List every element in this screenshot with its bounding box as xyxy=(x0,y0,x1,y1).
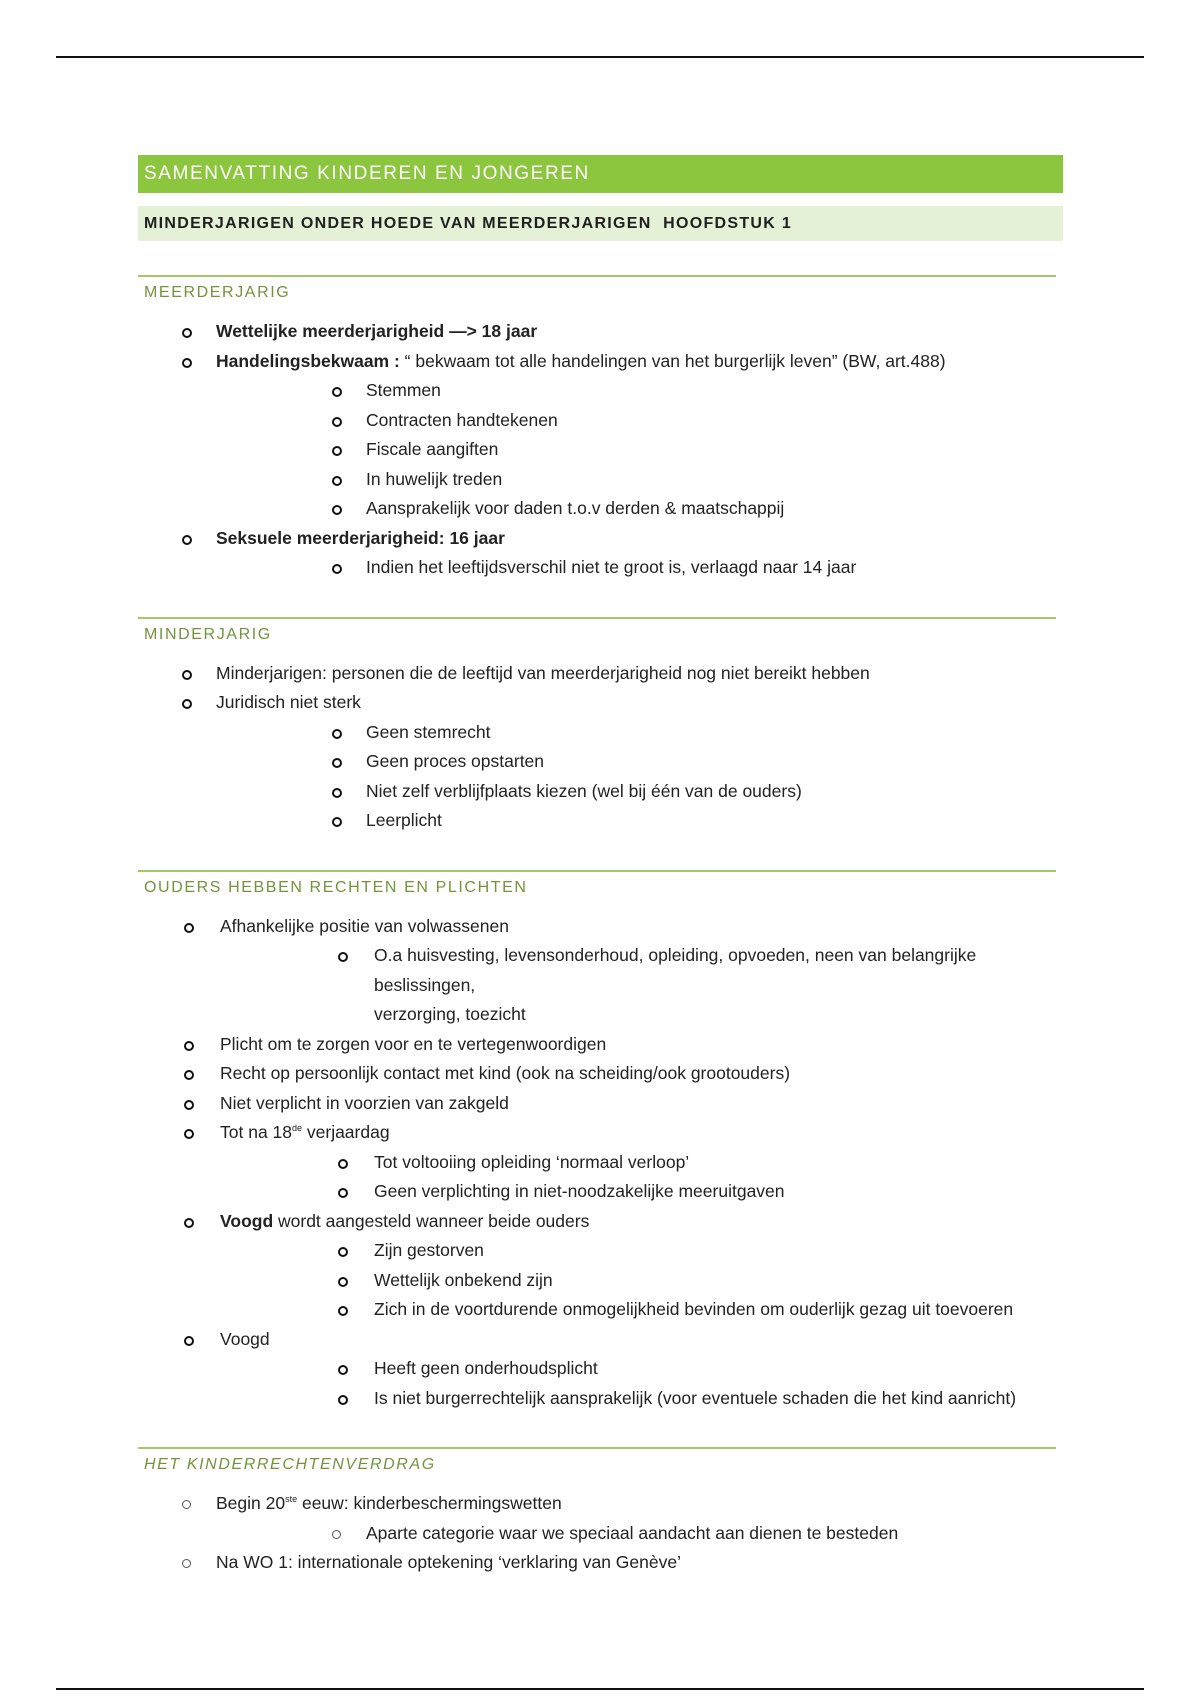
bullet-circle-icon xyxy=(332,817,342,827)
list-item-text: Leerplicht xyxy=(366,810,442,830)
bullet-circle-icon xyxy=(338,1247,348,1257)
bullet-circle-icon xyxy=(184,1129,194,1139)
bullet-circle-icon xyxy=(184,1336,194,1346)
section-meerderjarig xyxy=(138,275,1063,583)
bullet-circle-icon xyxy=(332,788,342,798)
list-item-text: Heeft geen onderhoudsplicht xyxy=(374,1358,598,1378)
list-item-text: Voogd xyxy=(220,1328,270,1349)
sub-list-item xyxy=(220,1266,1063,1296)
list-item xyxy=(138,1548,1063,1578)
list-item xyxy=(138,1325,1063,1414)
bullet-circle-icon xyxy=(338,1395,348,1405)
list-item xyxy=(138,1030,1063,1060)
bullet-circle-icon xyxy=(332,387,342,397)
bullet-circle-icon xyxy=(184,923,194,933)
list-item xyxy=(138,659,1063,689)
bullet-circle-icon xyxy=(182,358,192,368)
sub-list-item xyxy=(216,553,1063,583)
list-item xyxy=(138,317,1063,347)
bullet-circle-icon xyxy=(182,699,192,709)
list-item-text: Niet verplicht in voorzien van zakgeld xyxy=(220,1092,509,1113)
list-item-text: O.a huisvesting, levensonderhoud, opleiding, opvoeden, neen van belangrijke beslissingen, xyxy=(374,945,977,995)
list-item-text: Stemmen xyxy=(366,380,441,400)
bullet-circle-icon xyxy=(184,1041,194,1051)
sub-list-item xyxy=(216,406,1063,436)
document-subtitle: MINDERJARIGEN ONDER HOEDE VAN MEERDERJARIGEN HOOFDSTUK 1 xyxy=(138,206,1063,241)
list-item-text: Seksuele meerderjarigheid: 16 jaar xyxy=(216,527,505,548)
sub-list-item xyxy=(216,1519,1063,1549)
sub-list-item xyxy=(220,941,1063,1030)
bullet-circle-icon xyxy=(182,1500,191,1509)
sub-list-item xyxy=(216,718,1063,748)
sub-list-item xyxy=(216,806,1063,836)
bullet-circle-icon xyxy=(338,1306,348,1316)
list-item-text: Geen verplichting in niet-noodzakelijke meeruitgaven xyxy=(374,1181,785,1201)
list-item xyxy=(138,1089,1063,1119)
document-body xyxy=(138,155,1063,1578)
page-bottom-rule xyxy=(56,1688,1144,1690)
list-item-text: eeuw: kinderbeschermingswetten xyxy=(297,1493,562,1513)
list-item-text: Aparte categorie waar we speciaal aandacht aan dienen te besteden xyxy=(366,1522,899,1543)
bullet-list xyxy=(138,317,1063,583)
list-item-text: Afhankelijke positie van volwassenen xyxy=(220,915,509,936)
sub-list-item xyxy=(216,465,1063,495)
list-item-text: Minderjarigen: personen die de leeftijd van meerderjarigheid nog niet bereikt hebben xyxy=(216,662,870,683)
bullet-list xyxy=(138,912,1063,1414)
sub-list-item xyxy=(220,1384,1063,1414)
section-divider xyxy=(138,617,1056,619)
section-heading: HET KINDERRECHTENVERDRAG xyxy=(144,1456,436,1473)
bullet-circle-icon xyxy=(338,1277,348,1287)
section-heading: MEERDERJARIG xyxy=(144,284,291,301)
bullet-list xyxy=(138,1489,1063,1578)
bullet-circle-icon xyxy=(338,1159,348,1169)
bullet-circle-icon xyxy=(332,1530,341,1539)
sub-list-item xyxy=(216,435,1063,465)
bullet-circle-icon xyxy=(338,1188,348,1198)
list-item-text: Begin 20 xyxy=(216,1493,286,1513)
list-item-text: Fiscale aangiften xyxy=(366,439,499,459)
bullet-circle-icon xyxy=(332,564,342,574)
section-kinderrechtenverdrag xyxy=(138,1447,1063,1578)
list-item-text: Recht op persoonlijk contact met kind (ook na scheiding/ook grootouders) xyxy=(220,1063,791,1083)
bullet-circle-icon xyxy=(182,1559,191,1568)
list-item-text: Tot voltooiing opleiding ‘normaal verloop’ xyxy=(374,1151,690,1172)
list-item-text-continued: verzorging, toezicht xyxy=(374,1004,526,1024)
list-item-text: Contracten handtekenen xyxy=(366,409,558,430)
bullet-circle-icon xyxy=(338,1365,348,1375)
list-item-text: Indien het leeftijdsverschil niet te groot is, verlaagd naar 14 jaar xyxy=(366,557,857,577)
page-top-rule xyxy=(56,56,1144,58)
section-divider xyxy=(138,275,1056,277)
list-item-text: Na WO 1: internationale optekening ‘verklaring van Genève’ xyxy=(216,1552,681,1572)
bullet-circle-icon xyxy=(332,417,342,427)
list-item-text: Wettelijk onbekend zijn xyxy=(374,1269,553,1290)
section-heading: MINDERJARIG xyxy=(144,625,272,643)
sub-list-item xyxy=(216,376,1063,406)
list-item xyxy=(138,1118,1063,1207)
bullet-circle-icon xyxy=(184,1100,194,1110)
list-item-text: Zich in de voortdurende onmogelijkheid bevinden om ouderlijk gezag uit toevoeren xyxy=(374,1299,1014,1319)
section-heading: OUDERS HEBBEN RECHTEN EN PLICHTEN xyxy=(144,878,528,896)
list-item-text: Tot na 18 xyxy=(220,1122,292,1142)
bullet-circle-icon xyxy=(184,1218,194,1228)
bullet-circle-icon xyxy=(182,670,192,680)
list-item-text: Wettelijke meerderjarigheid —> 18 jaar xyxy=(216,321,538,341)
list-item xyxy=(138,688,1063,836)
sub-list-item xyxy=(220,1177,1063,1207)
bullet-circle-icon xyxy=(332,446,342,456)
sub-list-item xyxy=(220,1148,1063,1178)
list-item-text: Niet zelf verblijfplaats kiezen (wel bij één van de ouders) xyxy=(366,780,802,801)
superscript: de xyxy=(292,1123,303,1133)
list-item xyxy=(138,912,1063,1030)
sub-list-item xyxy=(220,1354,1063,1384)
section-divider xyxy=(138,870,1056,872)
section-minderjarig xyxy=(138,617,1063,836)
bullet-list xyxy=(138,659,1063,836)
superscript: ste xyxy=(285,1494,298,1504)
list-item xyxy=(138,524,1063,583)
bullet-circle-icon xyxy=(332,729,342,739)
list-item-bold-text: Voogd xyxy=(220,1210,274,1231)
sub-list-item xyxy=(216,777,1063,807)
list-item-text: Aansprakelijk voor daden t.o.v derden & maatschappij xyxy=(366,498,785,518)
list-item-bold-text: Handelingsbekwaam : xyxy=(216,350,400,371)
list-item-text: “ bekwaam tot alle handelingen van het burgerlijk leven” (BW, art.488) xyxy=(399,350,946,371)
list-item-text: Geen stemrecht xyxy=(366,721,491,742)
list-item-text: Juridisch niet sterk xyxy=(216,692,361,712)
list-item xyxy=(138,347,1063,524)
document-title: SAMENVATTING KINDEREN EN JONGEREN xyxy=(138,155,1063,193)
sub-list-item xyxy=(216,747,1063,777)
section-ouders xyxy=(138,870,1063,1414)
bullet-circle-icon xyxy=(182,328,192,338)
list-item xyxy=(138,1489,1063,1548)
list-item-text: wordt aangesteld wanneer beide ouders xyxy=(273,1210,590,1231)
list-item-text: Geen proces opstarten xyxy=(366,751,545,771)
list-item-text: verjaardag xyxy=(302,1122,390,1142)
list-item-text: Zijn gestorven xyxy=(374,1240,484,1260)
bullet-circle-icon xyxy=(332,476,342,486)
list-item-text: In huwelijk treden xyxy=(366,468,503,489)
bullet-circle-icon xyxy=(332,758,342,768)
sub-list-item xyxy=(216,494,1063,524)
section-divider xyxy=(138,1447,1056,1449)
sub-list-item xyxy=(220,1236,1063,1266)
sub-list-item xyxy=(220,1295,1063,1325)
list-item-text: Plicht om te zorgen voor en te vertegenwoordigen xyxy=(220,1033,607,1054)
bullet-circle-icon xyxy=(332,505,342,515)
list-item xyxy=(138,1207,1063,1325)
bullet-circle-icon xyxy=(184,1070,194,1080)
list-item xyxy=(138,1059,1063,1089)
list-item-text: Is niet burgerrechtelijk aansprakelijk (voor eventuele schaden die het kind aanricht) xyxy=(374,1387,1017,1408)
bullet-circle-icon xyxy=(182,535,192,545)
bullet-circle-icon xyxy=(338,952,348,962)
